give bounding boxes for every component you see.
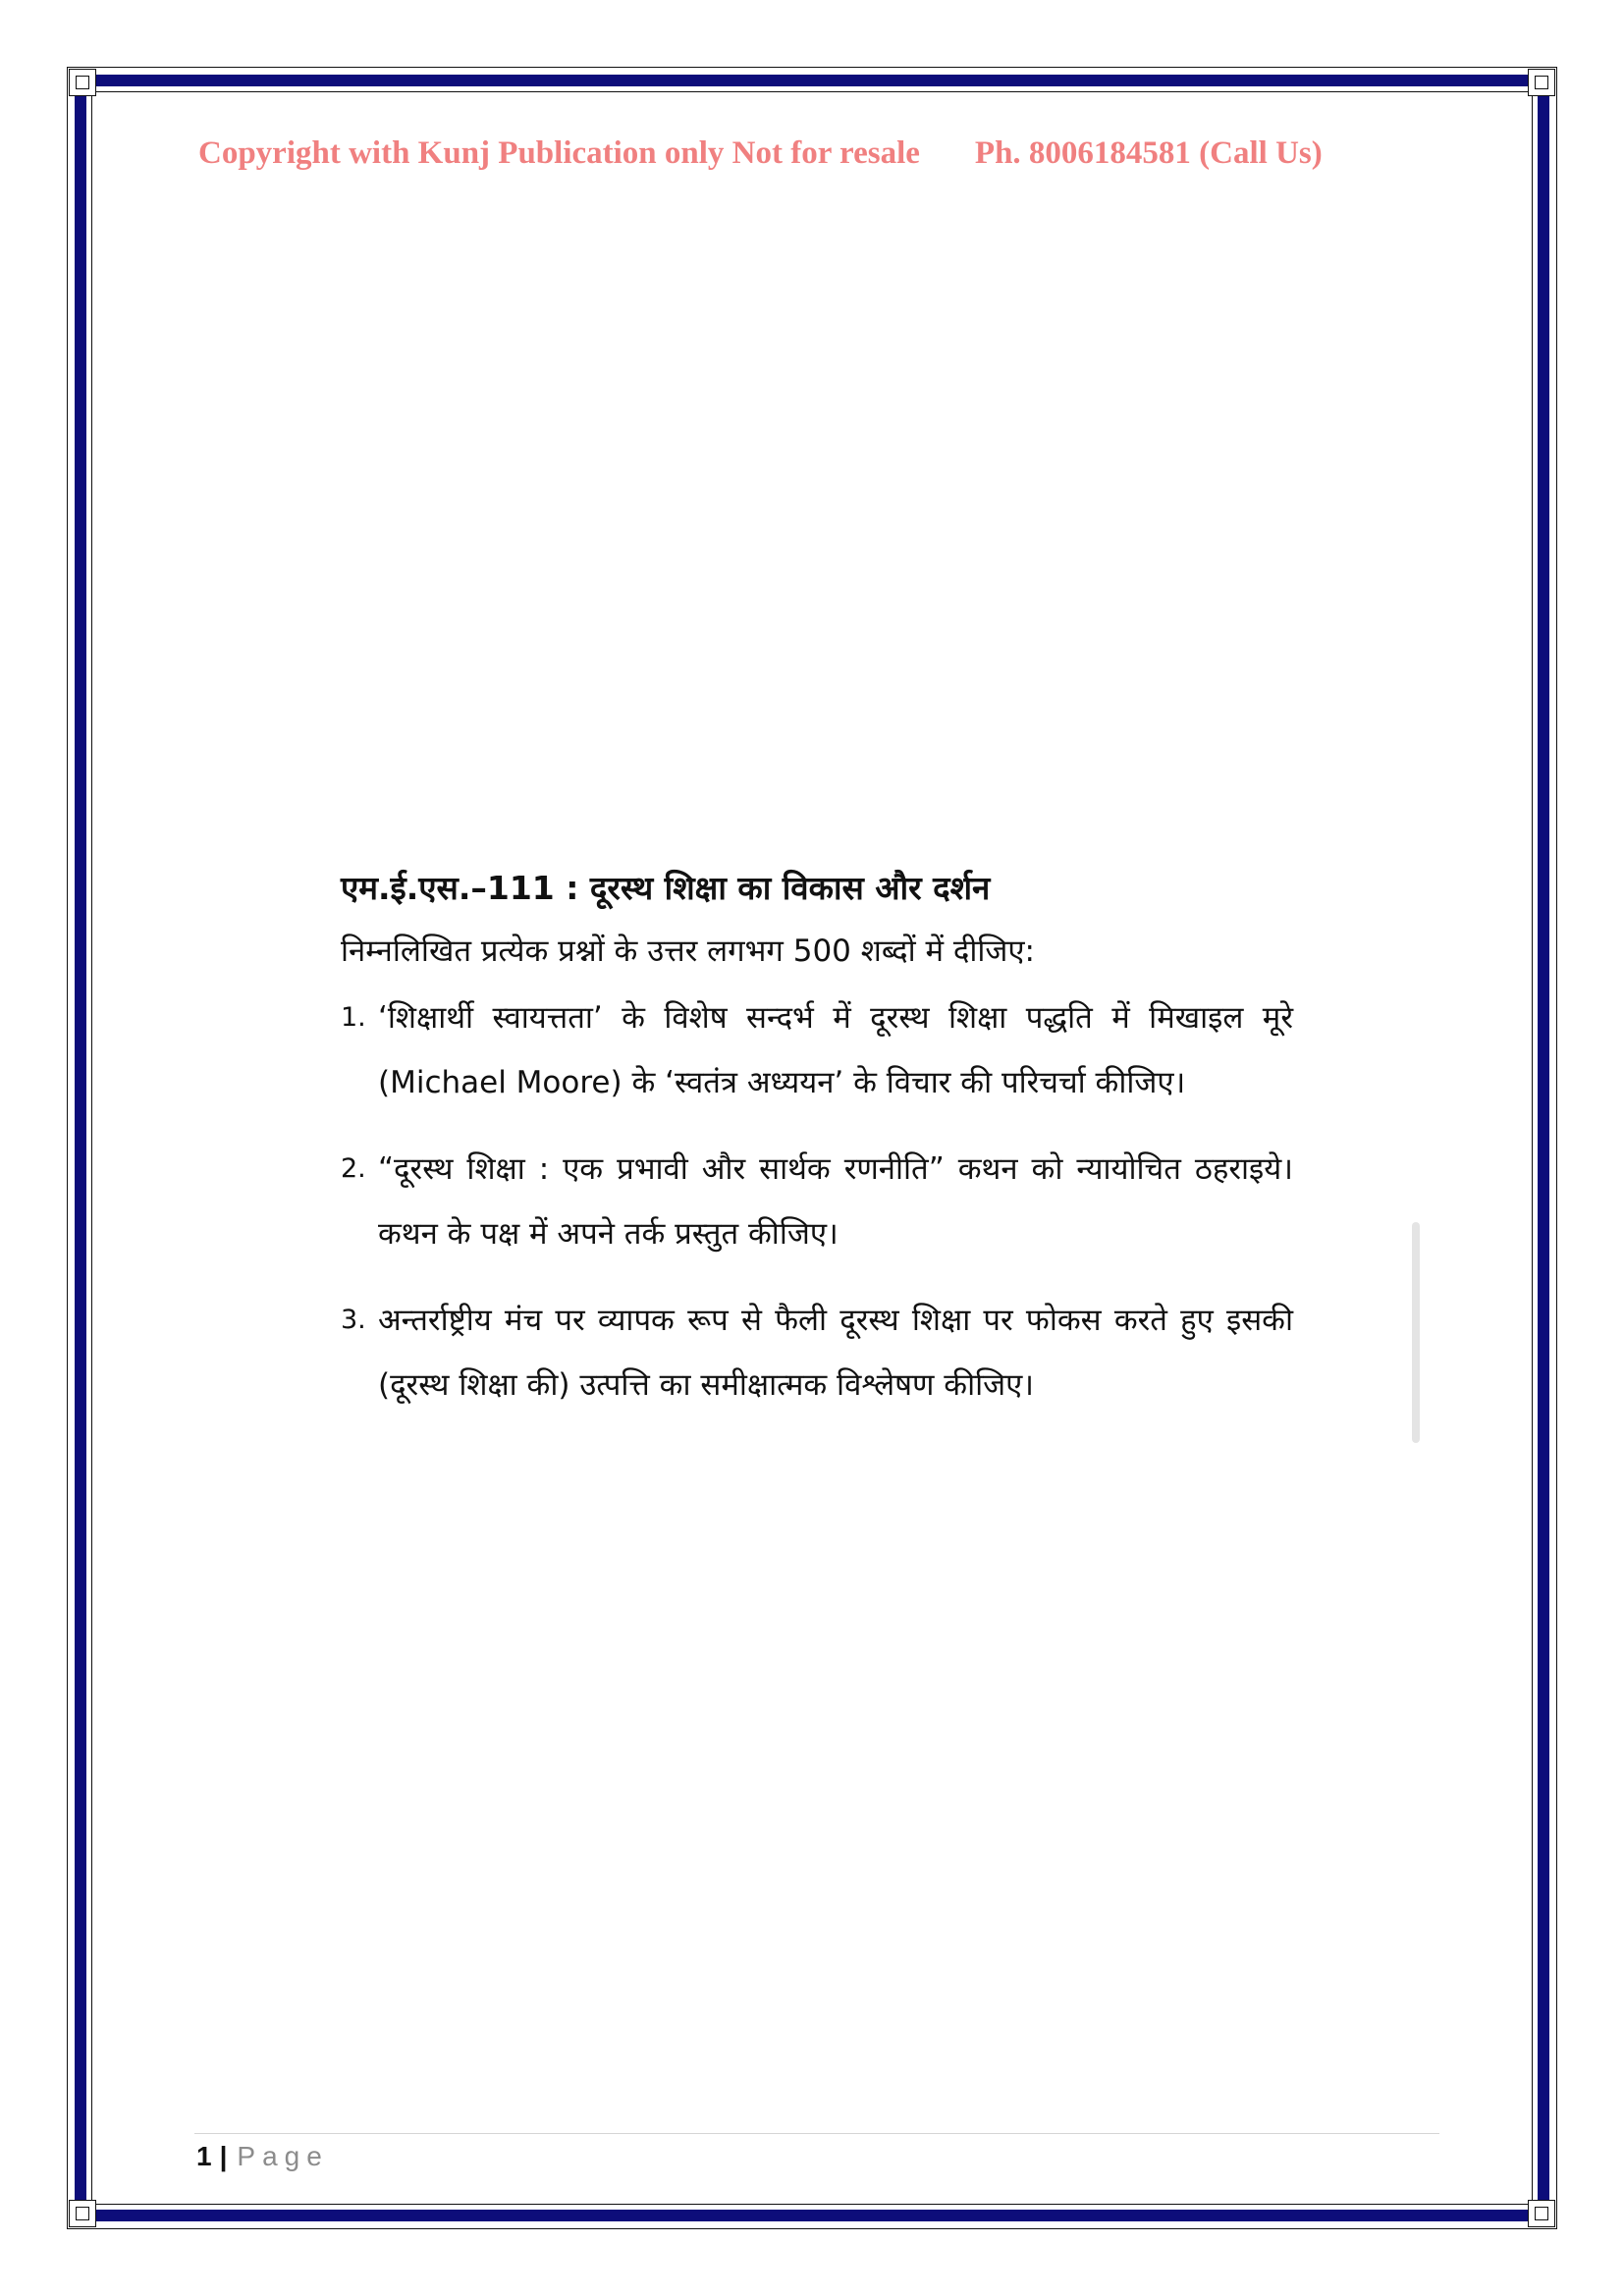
page-number: 1 — [196, 2141, 212, 2171]
page-footer — [196, 2141, 329, 2172]
question-item — [341, 986, 1293, 1115]
document-content — [341, 864, 1293, 1439]
page-label: Page — [237, 2141, 329, 2171]
phone-text: Ph. 8006184581 (Call Us) — [974, 135, 1323, 171]
border-corner-ornament — [1522, 2194, 1561, 2233]
question-number: 2. — [341, 1153, 366, 1184]
border-corner-ornament — [1522, 63, 1561, 102]
copyright-header — [198, 135, 1435, 172]
question-text: अन्तर्राष्ट्रीय मंच पर व्यापक रूप से फैली दूरस्थ शिक्षा पर फोकस करते हुए इसकी (दूरस्थ शिक्षा की) उत्पत्ति का समीक्षात्मक विश्लेषण कीजिए। — [378, 1303, 1293, 1403]
scrollbar-thumb[interactable] — [1412, 1222, 1420, 1443]
footer-separator: | — [219, 2141, 228, 2171]
question-item — [341, 1137, 1293, 1266]
question-number: 3. — [341, 1305, 366, 1335]
question-number: 1. — [341, 1002, 366, 1033]
border-corner-ornament — [63, 63, 102, 102]
instruction-text: निम्नलिखित प्रत्येक प्रश्नों के उत्तर लगभग 500 शब्दों में दीजिए: — [341, 934, 1035, 969]
border-corner-ornament — [63, 2194, 102, 2233]
question-item — [341, 1288, 1293, 1417]
course-title: एम.ई.एस.–111 : दूरस्थ शिक्षा का विकास और दर्शन — [341, 869, 991, 907]
copyright-text: Copyright with Kunj Publication only Not for resale — [198, 135, 920, 171]
question-text: “दूरस्थ शिक्षा : एक प्रभावी और सार्थक रणनीति” कथन को न्यायोचित ठहराइये। कथन के पक्ष में अपने तर्क प्रस्तुत कीजिए। — [378, 1151, 1293, 1252]
question-text: ‘शिक्षार्थी स्वायत्तता’ के विशेष सन्दर्भ में दूरस्थ शिक्षा पद्धति में मिखाइल मूरे (Michael Moore) के ‘स्वतंत्र अध्ययन’ के विचार की परिचर्चा कीजिए। — [378, 1000, 1293, 1100]
footer-divider — [194, 2133, 1439, 2134]
